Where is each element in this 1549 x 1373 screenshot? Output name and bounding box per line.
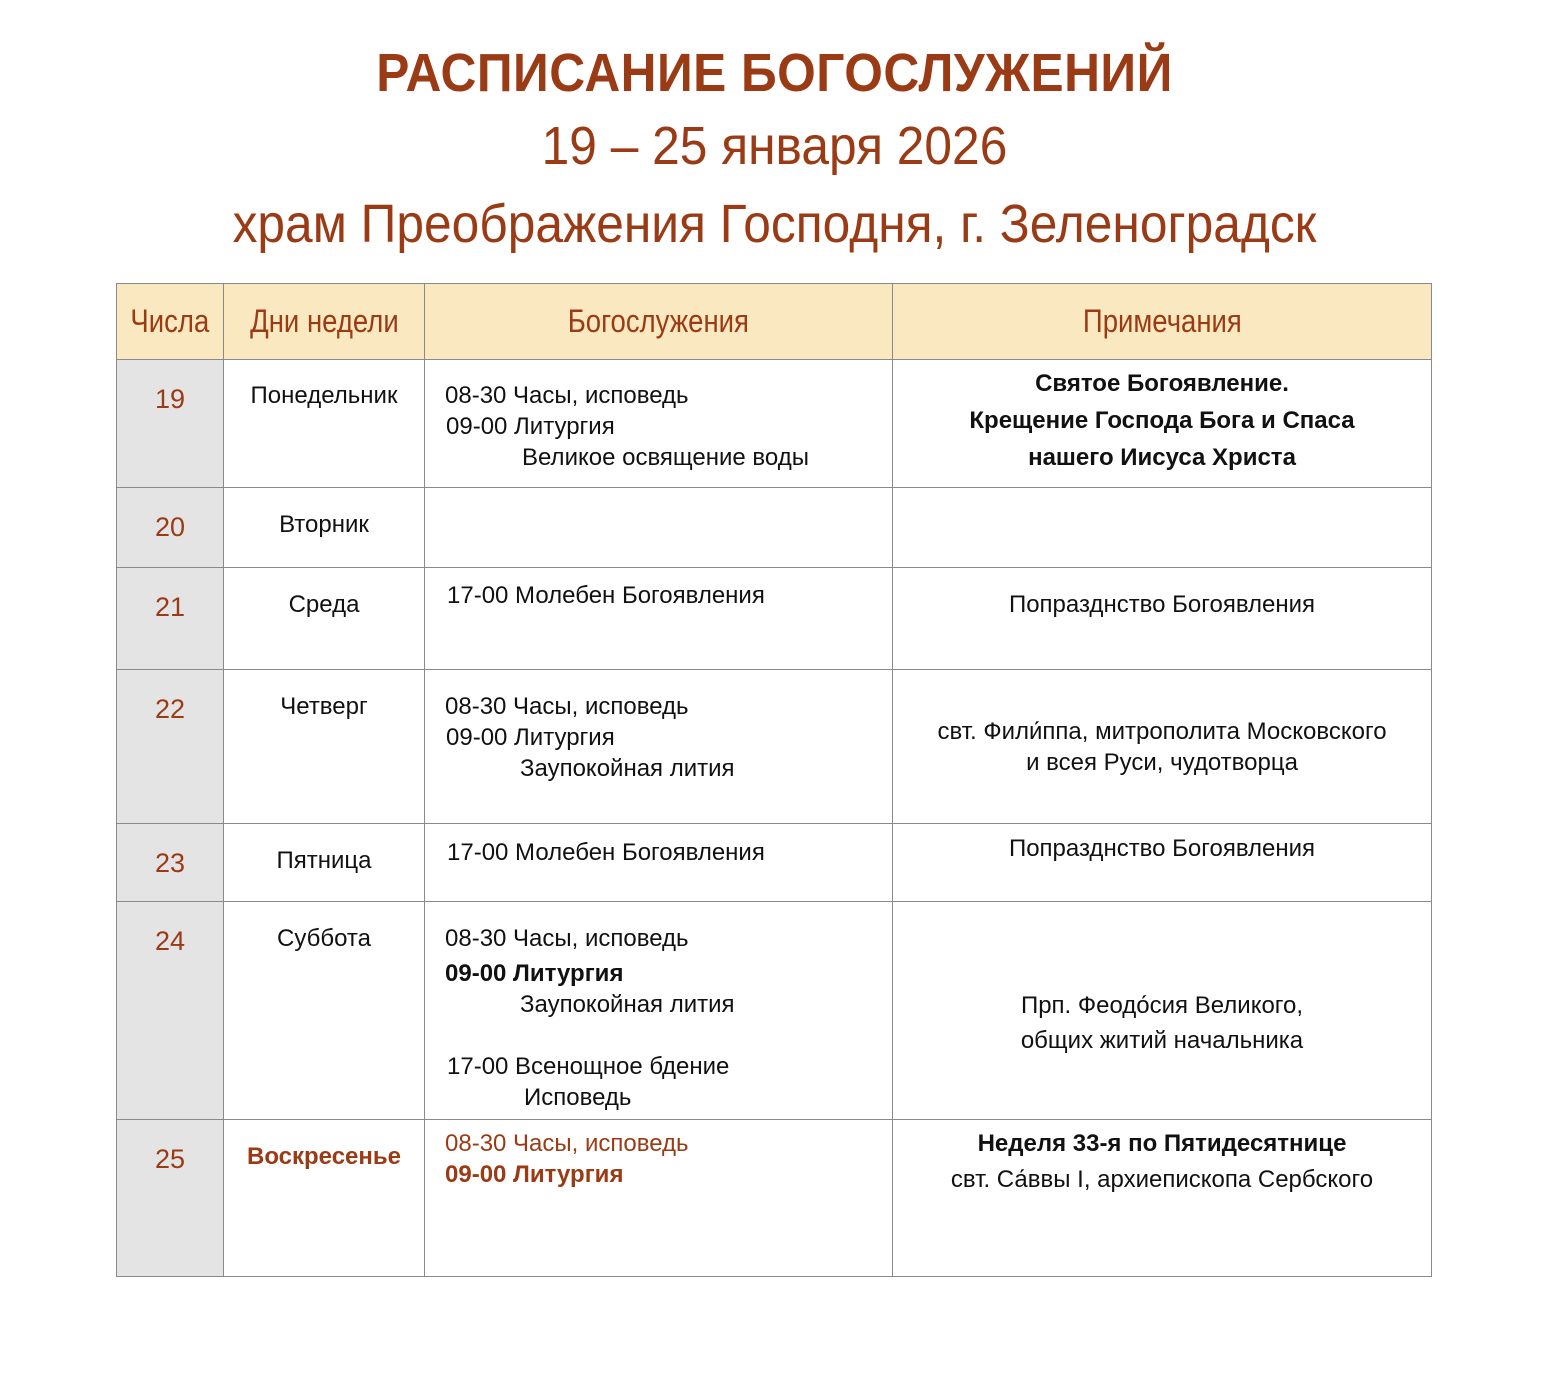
note-line: Попразднство Богоявления [1008, 591, 1316, 618]
row-notes [893, 1120, 1432, 1277]
row-services [425, 1120, 893, 1277]
row-notes [893, 488, 1432, 568]
service-line: 08-30 Часы, исповедь [445, 382, 689, 409]
service-line: 09-00 Литургия [445, 1161, 624, 1188]
service-line: 09-00 Литургия [446, 724, 615, 751]
service-line: 08-30 Часы, исповедь [445, 693, 689, 720]
row-notes [893, 670, 1432, 824]
note-line: Неделя 33-я по Пятидесятнице [977, 1130, 1347, 1157]
row-date: 21 [117, 568, 224, 670]
table-header-row [117, 284, 1432, 360]
note-line: Крещение Господа Бога и Спаса [969, 407, 1355, 434]
table-row [117, 1120, 1432, 1277]
column-header-notes: Примечания [893, 284, 1432, 360]
schedule-table [116, 283, 1432, 1277]
note-line: свт. Са́ввы I, архиепископа Сербского [950, 1166, 1374, 1193]
row-services [425, 670, 893, 824]
row-weekday: Воскресенье [224, 1120, 425, 1277]
service-line: 09-00 Литургия [446, 413, 615, 440]
service-line: 17-00 Молебен Богоявления [447, 582, 765, 609]
note-line: Святое Богоявление. [1035, 370, 1289, 397]
table-row [117, 902, 1432, 1120]
service-line: Великое освящение воды [522, 444, 809, 471]
table-row [117, 824, 1432, 902]
row-services [425, 568, 893, 670]
row-date: 23 [117, 824, 224, 902]
service-line: Исповедь [524, 1084, 632, 1111]
row-date: 25 [117, 1120, 224, 1277]
table-row [117, 568, 1432, 670]
table-row [117, 360, 1432, 488]
column-header-date: Числа [117, 284, 224, 360]
table-row [117, 488, 1432, 568]
row-notes [893, 824, 1432, 902]
note-line: свт. Фили́ппа, митрополита Московского [937, 718, 1387, 745]
service-line: 08-30 Часы, исповедь [445, 925, 689, 952]
service-line: 09-00 Литургия [445, 960, 624, 987]
table-row [117, 670, 1432, 824]
row-services [425, 488, 893, 568]
row-weekday: Понедельник [224, 360, 425, 488]
row-notes [893, 902, 1432, 1120]
note-line: и всея Руси, чудотворца [1026, 749, 1298, 776]
note-line: Попразднство Богоявления [1008, 835, 1316, 862]
row-weekday: Среда [224, 568, 425, 670]
row-weekday: Четверг [224, 670, 425, 824]
column-header-weekday: Дни недели [224, 284, 425, 360]
row-notes [893, 568, 1432, 670]
row-date: 20 [117, 488, 224, 568]
row-services [425, 824, 893, 902]
note-line: общих житий начальника [1020, 1027, 1304, 1054]
row-weekday: Вторник [224, 488, 425, 568]
note-line: нашего Иисуса Христа [1028, 444, 1296, 471]
service-line: 17-00 Молебен Богоявления [447, 839, 765, 866]
row-services [425, 902, 893, 1120]
service-line: 17-00 Всенощное бдение [447, 1053, 730, 1080]
row-date: 22 [117, 670, 224, 824]
row-date: 24 [117, 902, 224, 1120]
note-line: Прп. Феодо́сия Великого, [1020, 992, 1304, 1019]
date-range: 19 – 25 января 2026 [541, 116, 1008, 176]
service-line: Заупокойная лития [520, 755, 735, 782]
row-notes [893, 360, 1432, 488]
row-services [425, 360, 893, 488]
church-name: храм Преображения Господня, г. Зеленоградск [232, 194, 1317, 254]
column-header-services: Богослужения [425, 284, 893, 360]
row-weekday: Пятница [224, 824, 425, 902]
service-line: 08-30 Часы, исповедь [445, 1130, 689, 1157]
service-line: Заупокойная лития [520, 991, 735, 1018]
page-title: РАСПИСАНИЕ БОГОСЛУЖЕНИЙ [376, 43, 1173, 103]
row-weekday: Суббота [224, 902, 425, 1120]
row-date: 19 [117, 360, 224, 488]
